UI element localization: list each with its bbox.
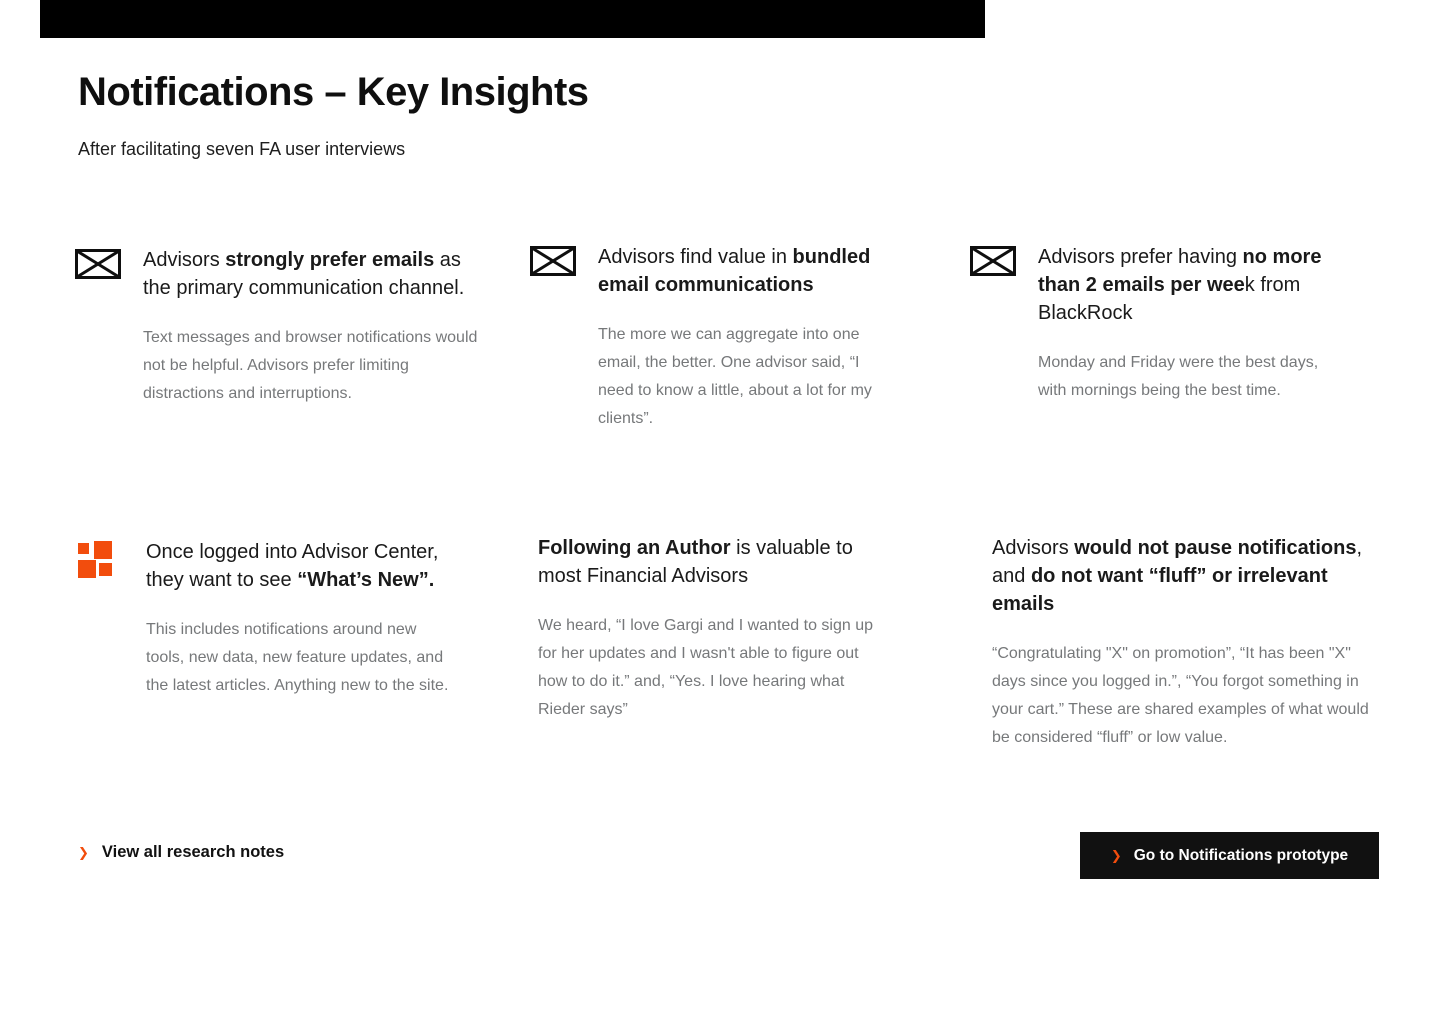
card-body: Text messages and browser notifications would not be helpful. Advisors prefer limiting distractions and interruptions. xyxy=(143,329,478,402)
view-all-link-label: View all research notes xyxy=(101,843,285,861)
card-body: “Congratulating "X" on promotion”, “It has been "X" days since you logged in.”, “You forgot something in your cart.” These are shared examples of what would be considered “fluff” or low value. xyxy=(992,645,1369,746)
card-body: The more we can aggregate into one email, the better. One advisor said, “I need to know a little, about a lot for my clients”. xyxy=(598,326,872,427)
card-heading: Following an Author is valuable to most Financial Advisors xyxy=(538,537,853,587)
card-body: We heard, “I love Gargi and I wanted to sign up for her updates and I wasn't able to figure out how to do it.” and, “Yes. I love hearing what Rieder says” xyxy=(538,617,874,718)
insight-card-bundled-emails xyxy=(530,243,902,433)
go-to-notifications-prototype-button[interactable] xyxy=(1080,832,1379,879)
card-heading: Advisors prefer having no more than 2 emails per week from BlackRock xyxy=(1038,246,1322,324)
insight-card-no-fluff xyxy=(992,534,1384,752)
view-all-research-notes-link[interactable] xyxy=(78,843,284,862)
insight-card-whats-new xyxy=(78,538,458,700)
card-heading: Advisors strongly prefer emails as the primary communication channel. xyxy=(143,249,465,299)
card-heading: Once logged into Advisor Center, they want to see “What’s New”. xyxy=(146,541,439,591)
insight-card-email-frequency xyxy=(970,243,1352,405)
card-body: This includes notifications around new tools, new data, new feature updates, and the latest articles. Anything new to the site. xyxy=(146,621,449,694)
chevron-right-icon: ❯ xyxy=(1110,848,1122,863)
page-subtitle: After facilitating seven FA user interviews xyxy=(78,139,406,159)
card-heading: Advisors would not pause notifications, and do not want “fluff” or irrelevant emails xyxy=(992,537,1363,615)
chevron-right-icon: ❯ xyxy=(78,845,89,860)
top-bar xyxy=(40,0,985,38)
envelope-icon xyxy=(530,246,576,276)
envelope-icon xyxy=(970,246,1016,276)
page-title: Notifications – Key Insights xyxy=(78,70,589,114)
card-body: Monday and Friday were the best days, with mornings being the best time. xyxy=(1038,354,1319,399)
envelope-icon xyxy=(75,249,121,279)
card-heading: Advisors find value in bundled email communications xyxy=(598,246,871,296)
insight-card-following-author xyxy=(538,534,886,724)
prototype-button-label: Go to Notifications prototype xyxy=(1133,846,1349,864)
insight-card-emails-preferred xyxy=(75,246,493,408)
